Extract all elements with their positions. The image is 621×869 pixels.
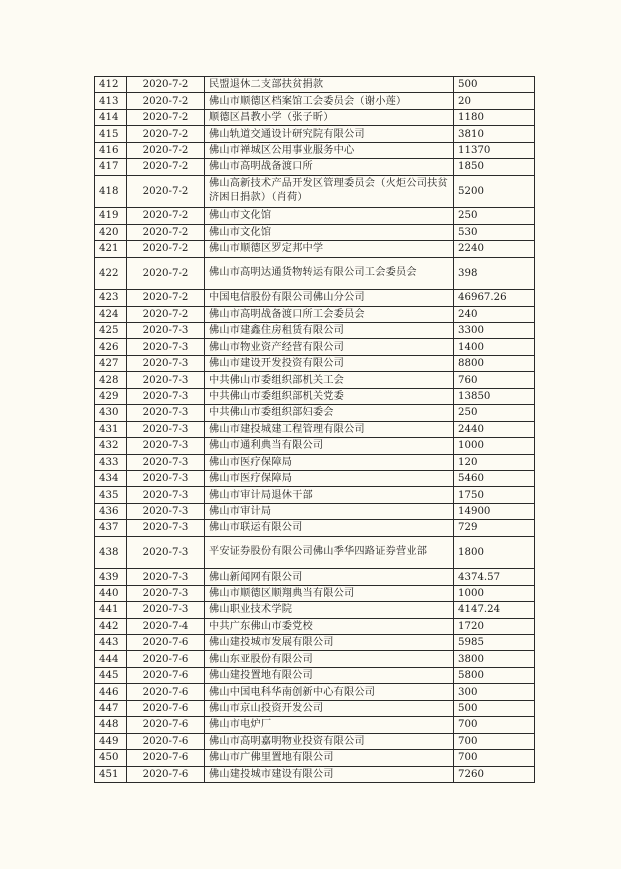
row-amount: 300 [454, 684, 535, 700]
row-donor-name: 中共佛山市委组织部妇委会 [205, 405, 454, 421]
row-donor-name: 佛山市审计局退休干部 [205, 487, 454, 503]
row-amount: 1720 [454, 618, 535, 634]
ledger-body [95, 77, 535, 783]
row-donor-name: 佛山轨道交通设计研究院有限公司 [205, 126, 454, 142]
row-donor-name: 佛山新闻网有限公司 [205, 569, 454, 585]
row-date: 2020-7-3 [127, 388, 205, 404]
row-donor-name: 中共佛山市委组织部机关党委 [205, 388, 454, 404]
row-donor-name: 佛山市高明战备渡口所 [205, 159, 454, 175]
row-date: 2020-7-3 [127, 585, 205, 601]
row-donor-name: 佛山市建设开发投资有限公司 [205, 355, 454, 371]
row-date: 2020-7-3 [127, 520, 205, 536]
table-row [95, 766, 535, 782]
row-amount: 700 [454, 733, 535, 749]
row-donor-name: 佛山市医疗保障局 [205, 470, 454, 486]
row-date: 2020-7-2 [127, 109, 205, 125]
table-row [95, 126, 535, 142]
row-donor-name: 佛山职业技术学院 [205, 602, 454, 618]
row-number: 428 [95, 372, 127, 388]
row-date: 2020-7-6 [127, 684, 205, 700]
table-row [95, 372, 535, 388]
row-number: 414 [95, 109, 127, 125]
row-amount: 500 [454, 700, 535, 716]
row-number: 439 [95, 569, 127, 585]
row-number: 417 [95, 159, 127, 175]
row-date: 2020-7-2 [127, 93, 205, 109]
row-date: 2020-7-2 [127, 257, 205, 290]
row-date: 2020-7-2 [127, 142, 205, 158]
row-amount: 1800 [454, 536, 535, 569]
row-date: 2020-7-2 [127, 290, 205, 306]
row-date: 2020-7-2 [127, 241, 205, 257]
table-row [95, 93, 535, 109]
table-row [95, 257, 535, 290]
table-row [95, 684, 535, 700]
table-row [95, 536, 535, 569]
row-donor-name: 佛山建投城市发展有限公司 [205, 635, 454, 651]
row-amount: 729 [454, 520, 535, 536]
row-donor-name: 佛山高新技术产品开发区管理委员会（火炬公司扶贫济困日捐款）（肖荷） [205, 175, 454, 208]
row-date: 2020-7-3 [127, 355, 205, 371]
row-number: 449 [95, 733, 127, 749]
row-donor-name: 平安证券股份有限公司佛山季华四路证券营业部 [205, 536, 454, 569]
table-row [95, 339, 535, 355]
row-number: 426 [95, 339, 127, 355]
row-date: 2020-7-3 [127, 569, 205, 585]
row-amount: 760 [454, 372, 535, 388]
row-donor-name: 佛山市物业资产经营有限公司 [205, 339, 454, 355]
row-donor-name: 佛山东亚股份有限公司 [205, 651, 454, 667]
table-row [95, 503, 535, 519]
table-row [95, 109, 535, 125]
table-row [95, 700, 535, 716]
table-row [95, 142, 535, 158]
table-row [95, 618, 535, 634]
row-number: 437 [95, 520, 127, 536]
row-date: 2020-7-6 [127, 635, 205, 651]
row-amount: 4147.24 [454, 602, 535, 618]
row-donor-name: 中共佛山市委组织部机关工会 [205, 372, 454, 388]
row-number: 451 [95, 766, 127, 782]
row-donor-name: 佛山市顺德区罗定邦中学 [205, 241, 454, 257]
row-number: 440 [95, 585, 127, 601]
table-row [95, 405, 535, 421]
row-number: 429 [95, 388, 127, 404]
table-row [95, 388, 535, 404]
row-donor-name: 中国电信股份有限公司佛山分公司 [205, 290, 454, 306]
table-row [95, 602, 535, 618]
table-row [95, 750, 535, 766]
row-number: 445 [95, 667, 127, 683]
row-donor-name: 佛山市顺德区顺翔典当有限公司 [205, 585, 454, 601]
row-donor-name: 佛山市禅城区公用事业服务中心 [205, 142, 454, 158]
row-date: 2020-7-2 [127, 208, 205, 224]
row-amount: 5460 [454, 470, 535, 486]
row-amount: 20 [454, 93, 535, 109]
row-amount: 530 [454, 224, 535, 240]
row-date: 2020-7-3 [127, 405, 205, 421]
row-date: 2020-7-3 [127, 438, 205, 454]
table-row [95, 569, 535, 585]
table-row [95, 717, 535, 733]
row-date: 2020-7-3 [127, 372, 205, 388]
table-row [95, 421, 535, 437]
row-amount: 1000 [454, 438, 535, 454]
row-number: 436 [95, 503, 127, 519]
row-amount: 500 [454, 77, 535, 93]
row-number: 427 [95, 355, 127, 371]
row-donor-name: 佛山市建鑫住房租赁有限公司 [205, 323, 454, 339]
row-amount: 5985 [454, 635, 535, 651]
row-amount: 2440 [454, 421, 535, 437]
row-amount: 700 [454, 717, 535, 733]
row-date: 2020-7-3 [127, 503, 205, 519]
row-date: 2020-7-4 [127, 618, 205, 634]
table-row [95, 651, 535, 667]
row-number: 412 [95, 77, 127, 93]
row-donor-name: 佛山中国电科华南创新中心有限公司 [205, 684, 454, 700]
row-donor-name: 佛山市医疗保障局 [205, 454, 454, 470]
row-number: 448 [95, 717, 127, 733]
row-number: 442 [95, 618, 127, 634]
row-number: 450 [95, 750, 127, 766]
table-row [95, 323, 535, 339]
row-number: 435 [95, 487, 127, 503]
row-number: 447 [95, 700, 127, 716]
row-amount: 3800 [454, 651, 535, 667]
row-date: 2020-7-3 [127, 454, 205, 470]
row-amount: 3300 [454, 323, 535, 339]
row-date: 2020-7-6 [127, 651, 205, 667]
row-date: 2020-7-6 [127, 733, 205, 749]
row-number: 415 [95, 126, 127, 142]
row-date: 2020-7-6 [127, 667, 205, 683]
row-amount: 240 [454, 306, 535, 322]
row-date: 2020-7-6 [127, 750, 205, 766]
row-amount: 250 [454, 405, 535, 421]
row-date: 2020-7-3 [127, 323, 205, 339]
row-date: 2020-7-3 [127, 536, 205, 569]
donation-ledger-table [94, 76, 535, 783]
row-number: 425 [95, 323, 127, 339]
row-date: 2020-7-6 [127, 700, 205, 716]
row-donor-name: 中共广东佛山市委党校 [205, 618, 454, 634]
table-row [95, 454, 535, 470]
row-date: 2020-7-2 [127, 224, 205, 240]
row-number: 413 [95, 93, 127, 109]
table-row [95, 470, 535, 486]
row-number: 431 [95, 421, 127, 437]
row-number: 419 [95, 208, 127, 224]
row-amount: 1850 [454, 159, 535, 175]
row-number: 420 [95, 224, 127, 240]
row-number: 444 [95, 651, 127, 667]
row-amount: 1000 [454, 585, 535, 601]
row-date: 2020-7-6 [127, 717, 205, 733]
row-date: 2020-7-3 [127, 487, 205, 503]
row-amount: 46967.26 [454, 290, 535, 306]
row-donor-name: 佛山建投置地有限公司 [205, 667, 454, 683]
row-amount: 2240 [454, 241, 535, 257]
row-donor-name: 佛山市文化馆 [205, 208, 454, 224]
row-number: 438 [95, 536, 127, 569]
table-row [95, 635, 535, 651]
row-donor-name: 佛山市顺德区档案馆工会委员会（谢小莲） [205, 93, 454, 109]
row-amount: 3810 [454, 126, 535, 142]
table-row [95, 520, 535, 536]
row-number: 446 [95, 684, 127, 700]
row-donor-name: 佛山市广佛里置地有限公司 [205, 750, 454, 766]
row-donor-name: 佛山市审计局 [205, 503, 454, 519]
row-date: 2020-7-2 [127, 159, 205, 175]
row-number: 443 [95, 635, 127, 651]
row-amount: 13850 [454, 388, 535, 404]
row-amount: 5200 [454, 175, 535, 208]
row-number: 416 [95, 142, 127, 158]
row-date: 2020-7-2 [127, 126, 205, 142]
row-date: 2020-7-6 [127, 766, 205, 782]
row-number: 441 [95, 602, 127, 618]
row-amount: 11370 [454, 142, 535, 158]
row-date: 2020-7-2 [127, 175, 205, 208]
table-row [95, 438, 535, 454]
row-amount: 7260 [454, 766, 535, 782]
row-number: 421 [95, 241, 127, 257]
row-date: 2020-7-3 [127, 339, 205, 355]
table-row [95, 77, 535, 93]
table-row [95, 241, 535, 257]
row-amount: 1400 [454, 339, 535, 355]
table-row [95, 585, 535, 601]
row-number: 424 [95, 306, 127, 322]
row-amount: 1180 [454, 109, 535, 125]
row-date: 2020-7-3 [127, 421, 205, 437]
row-date: 2020-7-2 [127, 77, 205, 93]
row-amount: 5800 [454, 667, 535, 683]
table-row [95, 175, 535, 208]
row-donor-name: 佛山市电炉厂 [205, 717, 454, 733]
row-number: 432 [95, 438, 127, 454]
row-amount: 120 [454, 454, 535, 470]
row-donor-name: 佛山市文化馆 [205, 224, 454, 240]
row-donor-name: 佛山市高明嘉明物业投资有限公司 [205, 733, 454, 749]
row-donor-name: 佛山市高明战备渡口所工会委员会 [205, 306, 454, 322]
table-row [95, 159, 535, 175]
row-amount: 1750 [454, 487, 535, 503]
row-amount: 398 [454, 257, 535, 290]
row-number: 423 [95, 290, 127, 306]
row-donor-name: 佛山市京山投资开发公司 [205, 700, 454, 716]
row-number: 434 [95, 470, 127, 486]
row-donor-name: 佛山市建投城建工程管理有限公司 [205, 421, 454, 437]
row-donor-name: 顺德区昌教小学（张子昕） [205, 109, 454, 125]
table-row [95, 306, 535, 322]
row-amount: 700 [454, 750, 535, 766]
table-row [95, 355, 535, 371]
row-date: 2020-7-3 [127, 470, 205, 486]
table-row [95, 290, 535, 306]
row-donor-name: 佛山市通利典当有限公司 [205, 438, 454, 454]
row-donor-name: 佛山市高明达通货物转运有限公司工会委员会 [205, 257, 454, 290]
row-amount: 4374.57 [454, 569, 535, 585]
row-date: 2020-7-2 [127, 306, 205, 322]
row-amount: 8800 [454, 355, 535, 371]
row-donor-name: 佛山市联运有限公司 [205, 520, 454, 536]
row-date: 2020-7-3 [127, 602, 205, 618]
row-donor-name: 民盟退休二支部扶贫捐款 [205, 77, 454, 93]
row-number: 430 [95, 405, 127, 421]
row-number: 433 [95, 454, 127, 470]
table-row [95, 487, 535, 503]
row-number: 422 [95, 257, 127, 290]
row-number: 418 [95, 175, 127, 208]
table-row [95, 667, 535, 683]
table-row [95, 733, 535, 749]
row-donor-name: 佛山建投城市建设有限公司 [205, 766, 454, 782]
table-row [95, 208, 535, 224]
row-amount: 14900 [454, 503, 535, 519]
table-row [95, 224, 535, 240]
row-amount: 250 [454, 208, 535, 224]
